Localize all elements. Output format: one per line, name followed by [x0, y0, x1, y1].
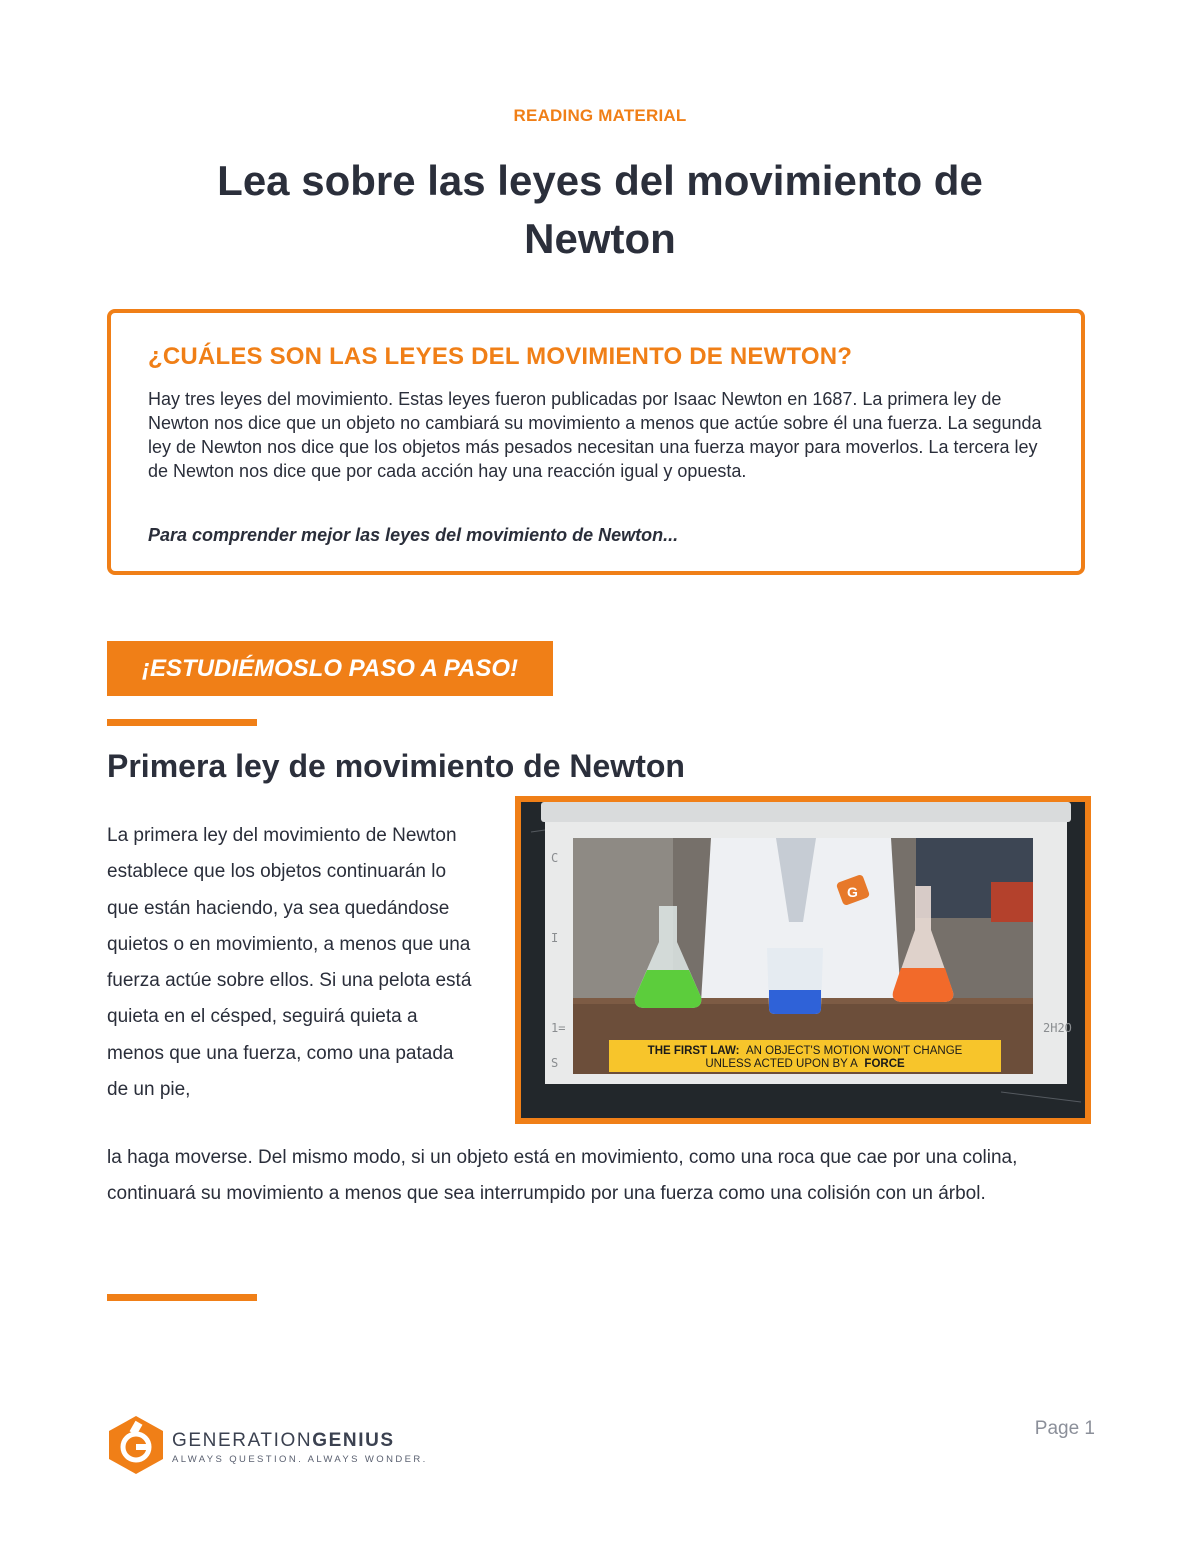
board-mark-5: 2H2O: [1043, 1021, 1072, 1035]
eyebrow-label: READING MATERIAL: [513, 106, 687, 125]
svg-text:THE FIRST LAW: AN OBJE: [648, 1045, 963, 1057]
orange-liquid: [893, 968, 954, 1002]
section-paragraph-wrapped: La primera ley del movimiento de Newton establece que los objetos continuarán lo que están haciendo, ya sea quedándose quietos o en movimiento, a menos que una fuerza actúe sobre ellos. Si una pelota está quieta en el césped, seguirá quieta a menos que una fuerza, como una patada de un pie,: [107, 825, 472, 1101]
page-title: Lea sobre las leyes del movimiento de Newton: [217, 157, 983, 262]
video-still: [521, 802, 1085, 1118]
section-paragraph-full: la haga moverse. Del mismo modo, si un objeto está en movimiento, como una roca que cae por una colina, continuará su movimiento a menos que sea interrumpido por una fuerza como una colisión con un árbol.: [107, 1147, 1018, 1205]
board-mark-1: C: [551, 851, 559, 865]
brand-name-part-2: GENIUS: [312, 1430, 395, 1451]
caption-line-2: UNLESS ACTED UPON BY A: [705, 1058, 858, 1070]
info-box-heading: ¿CUÁLES SON LAS LEYES DEL MOVIMIENTO DE NEWTON?: [148, 343, 853, 370]
info-box: [107, 309, 1085, 575]
board-mark-2: I: [551, 931, 559, 945]
board-mark-4: S: [551, 1056, 559, 1070]
board-mark-3: 1=: [551, 1021, 566, 1035]
caption-highlight: FORCE: [864, 1058, 905, 1070]
video-scene: [521, 802, 1085, 1118]
brand-tagline: ALWAYS QUESTION. ALWAYS WONDER.: [172, 1454, 428, 1465]
page-number: Page 1: [1034, 1418, 1095, 1439]
info-box-cta: Para comprender mejor las leyes del movimiento de Newton...: [148, 525, 679, 545]
brand-name-part-1: GENERATION: [172, 1430, 313, 1451]
green-liquid: [635, 970, 702, 1008]
section-divider-top: [107, 719, 257, 726]
caption-bold: THE FIRST LAW:: [647, 1045, 740, 1057]
section-title: Primera ley de movimiento de Newton: [107, 748, 685, 784]
caption-line-1: AN OBJECT'S MOTION WON'T CHANGE: [746, 1045, 963, 1057]
lab-coat-patch-letter: G: [847, 884, 858, 900]
blue-liquid: [769, 990, 821, 1014]
svg-text:UNLESS ACTED UPON BY A: [705, 1058, 905, 1070]
brand-name: [172, 1430, 395, 1452]
section-divider-bottom: [107, 1294, 257, 1301]
info-box-body: Hay tres leyes del movimiento. Estas leyes fueron publicadas por Isaac Newton en 1687. La primera ley de Newton nos dice que un objeto no cambiará su movimiento a menos que actúe sobre él una fuerza. La segunda ley de Newton nos dice que los objetos más pesados necesitan una fuerza mayor para moverlos. La tercera ley de Newton nos dice que por cada acción hay una reacción igual y opuesta.: [148, 389, 1042, 481]
video-thumbnail[interactable]: [515, 796, 1091, 1124]
step-banner: ¡ESTUDIÉMOSLO PASO A PASO!: [107, 641, 553, 696]
